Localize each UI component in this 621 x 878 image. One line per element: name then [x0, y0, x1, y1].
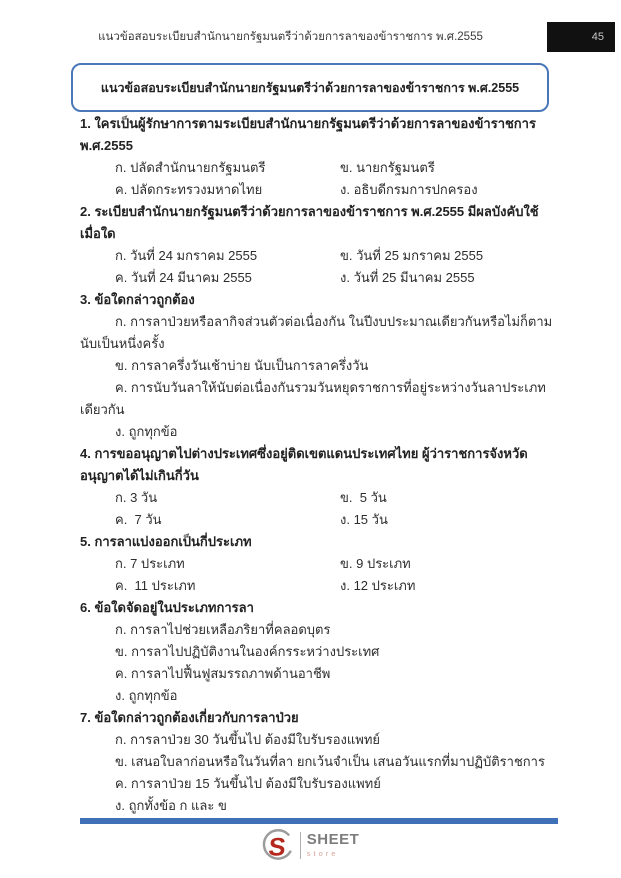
option-kho: ข. นายกรัฐมนตรี	[340, 160, 435, 175]
question-3	[80, 289, 558, 443]
option-ngo: ง. ถูกทั้งข้อ ก และ ข	[115, 798, 227, 813]
logo-divider-line	[300, 832, 301, 859]
header-title: แนวข้อสอบระเบียบสำนักนายกรัฐมนตรีว่าด้วยการลาของข้าราชการ พ.ศ.2555	[98, 31, 483, 43]
option-kho2: ค. การลาไปฟื้นฟูสมรรถภาพด้านอาชีพ	[115, 666, 331, 681]
option-kho: ข. วันที่ 25 มกราคม 2555	[340, 248, 484, 263]
question-text: 4. การขออนุญาตไปต่างประเทศซึ่งอยู่ติดเขตแดนประเทศไทย ผู้ว่าราชการจังหวัดอนุญาตได้ไม่เกินกี่วัน	[80, 446, 528, 483]
question-text: 6. ข้อใดจัดอยู่ในประเภทการลา	[80, 600, 254, 615]
document-title: แนวข้อสอบระเบียบสำนักนายกรัฐมนตรีว่าด้วยการลาของข้าราชการ พ.ศ.2555	[100, 80, 520, 95]
logo-brand-text: SHEET	[306, 831, 360, 848]
question-2	[80, 201, 558, 289]
question-text: 2. ระเบียบสำนักนายกรัฐมนตรีว่าด้วยการลาของข้าราชการ พ.ศ.2555 มีผลบังคับใช้เมื่อใด	[80, 204, 539, 241]
question-1	[80, 113, 558, 201]
option-kho: ข. 9 ประเภท	[340, 556, 411, 571]
question-6	[80, 597, 558, 707]
option-kho: ข. เสนอใบลาก่อนหรือในวันที่ลา ยกเว้นจำเป็น เสนอวันแรกที่มาปฏิบัติราชการ	[115, 754, 545, 769]
option-row	[80, 179, 558, 201]
logo-sub-text: store	[306, 849, 339, 858]
option-row	[80, 487, 558, 509]
question-text: 7. ข้อใดกล่าวถูกต้องเกี่ยวกับการลาป่วย	[80, 710, 299, 725]
question-4	[80, 443, 558, 531]
option-row	[80, 267, 558, 289]
option-kho2: ค. การลาป่วย 15 วันขึ้นไป ต้องมีใบรับรองแพทย์	[115, 776, 381, 791]
option-kho2: ค. ปลัดกระทรวงมหาดไทย	[115, 182, 263, 197]
option-row	[80, 245, 558, 267]
logo-s-icon	[262, 829, 296, 863]
option-kho2: ค. 11 ประเภท	[115, 578, 196, 593]
option-kho2: ค. 7 วัน	[115, 512, 162, 527]
title-box	[71, 63, 549, 112]
option-row	[80, 553, 558, 575]
option-row	[80, 509, 558, 531]
option-ko: ก. 7 ประเภท	[115, 556, 185, 571]
option-ngo: ง. ถูกทุกข้อ	[115, 688, 178, 703]
option-ko: ก. วันที่ 24 มกราคม 2555	[115, 248, 258, 263]
option-ko: ก. การลาไปช่วยเหลือภริยาที่คลอดบุตร	[115, 622, 331, 637]
sheet-store-logo	[0, 829, 621, 863]
question-text: 5. การลาแบ่งออกเป็นกี่ประเภท	[80, 534, 252, 549]
question-text: 3. ข้อใดกล่าวถูกต้อง	[80, 292, 195, 307]
option-ko: ก. ปลัดสำนักนายกรัฐมนตรี	[115, 160, 266, 175]
option-kho2: ค. วันที่ 24 มีนาคม 2555	[115, 270, 252, 285]
option-ngo: ง. อธิบดีกรมการปกครอง	[340, 182, 478, 197]
option-ngo: ง. ถูกทุกข้อ	[115, 424, 178, 439]
svg-text:S: S	[266, 833, 287, 862]
questions-area	[80, 113, 558, 817]
option-ngo: ง. 12 ประเภท	[340, 578, 416, 593]
option-row	[80, 575, 558, 597]
option-ko: ก. การลาป่วย 30 วันขึ้นไป ต้องมีใบรับรองแพทย์	[115, 732, 381, 747]
option-ngo: ง. 15 วัน	[340, 512, 388, 527]
option-kho: ข. การลาครึ่งวันเช้าบ่าย นับเป็นการลาครึ่งวัน	[115, 358, 369, 373]
logo-wordmark	[307, 829, 360, 858]
option-kho: ข. การลาไปปฏิบัติงานในองค์กรระหว่างประเทศ	[115, 644, 380, 659]
page-number-box	[547, 22, 615, 52]
footer-divider	[80, 818, 558, 824]
option-ko: ก. 3 วัน	[115, 490, 158, 505]
page-number: 45	[591, 31, 604, 43]
question-7	[80, 707, 558, 817]
option-ko: ก. การลาป่วยหรือลากิจส่วนตัวต่อเนื่องกัน ในปีงบประมาณเดียวกันหรือไม่ก็ตาม นับเป็นหนึ่งครั้ง	[80, 314, 556, 351]
option-kho: ข. 5 วัน	[340, 490, 387, 505]
option-row	[80, 157, 558, 179]
option-ngo: ง. วันที่ 25 มีนาคม 2555	[340, 270, 475, 285]
option-kho2: ค. การนับวันลาให้นับต่อเนื่องกันรวมวันหยุดราชการที่อยู่ระหว่างวันลาประเภทเดียวกัน	[80, 380, 546, 417]
question-5	[80, 531, 558, 597]
question-text: 1. ใครเป็นผู้รักษาการตามระเบียบสำนักนายกรัฐมนตรีว่าด้วยการลาของข้าราชการ พ.ศ.2555	[80, 116, 540, 153]
